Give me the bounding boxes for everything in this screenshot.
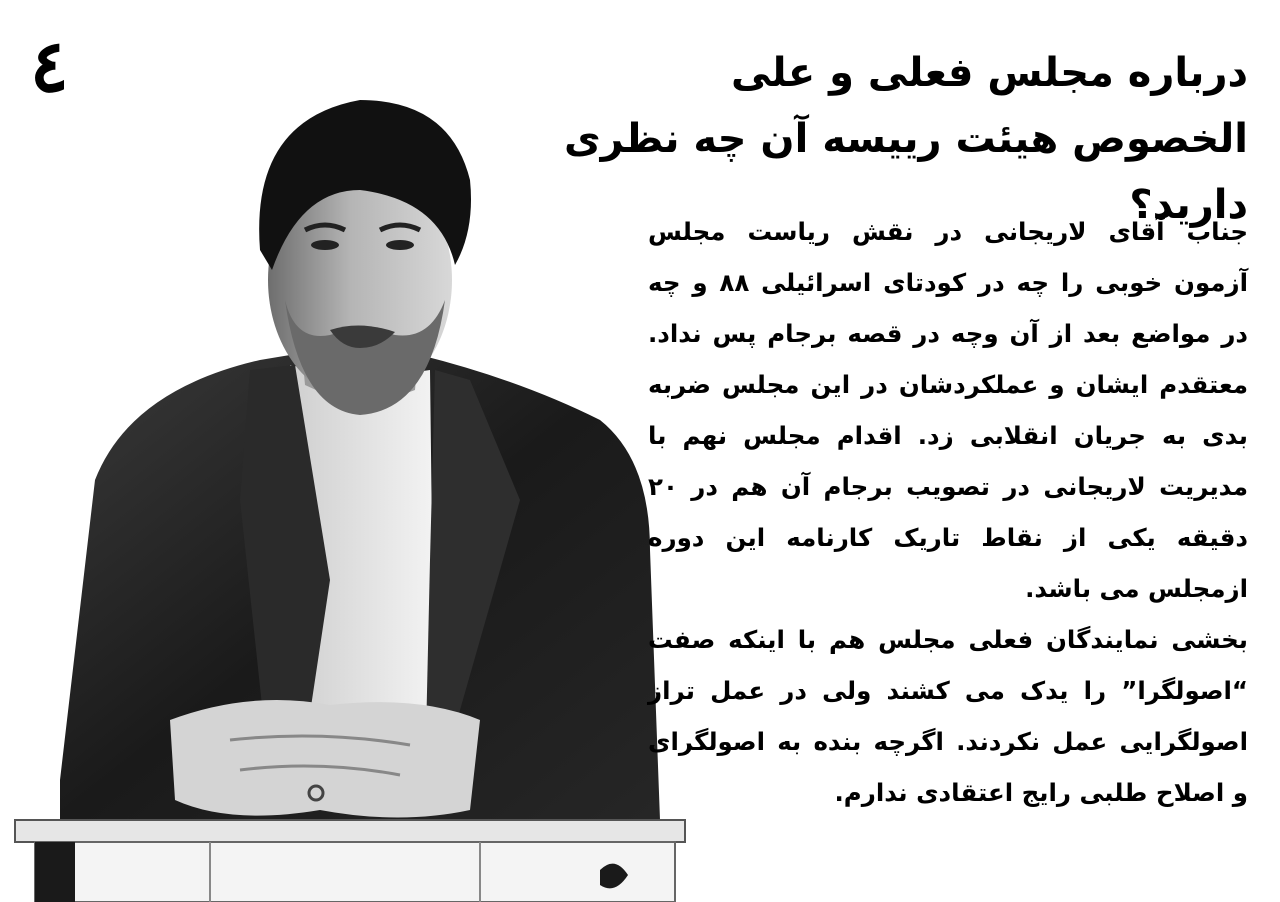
page-number: ٤	[30, 23, 69, 108]
answer-paragraph-2: بخشی نمایندگان فعلی مجلس هم با اینکه صفت “اصولگرا” را یدک می کشند ولی در عمل تراز اصولگرایی عمل نکردند. اگرچه بنده به اصولگرای و اصلاح طلبی رایج اعتقادی ندارم.	[648, 625, 1248, 807]
table-body	[35, 842, 675, 902]
answer-body	[648, 206, 1248, 818]
answer-paragraph-1: جناب آقای لاریجانی در نقش ریاست مجلس آزمون خوبی را چه در کودتای اسرائیلی ۸۸ و چه در مواضع بعد از آن وچه در قصه برجام پس نداد. معتقدم ایشان و عملکردشان در این مجلس ضربه بدی به جریان انقلابی زد. اقدام مجلس نهم با مدیریت لاریجانی در تصویب برجام آن هم در ۲۰ دقیقه یکی از نقاط تاریک کارنامه این دوره ازمجلس می باشد.	[648, 217, 1248, 603]
table-top	[15, 820, 685, 842]
hands	[170, 700, 480, 818]
question-title: درباره مجلس فعلی و علی الخصوص هیئت رییسه آن چه نظری دارید؟	[563, 50, 1248, 228]
